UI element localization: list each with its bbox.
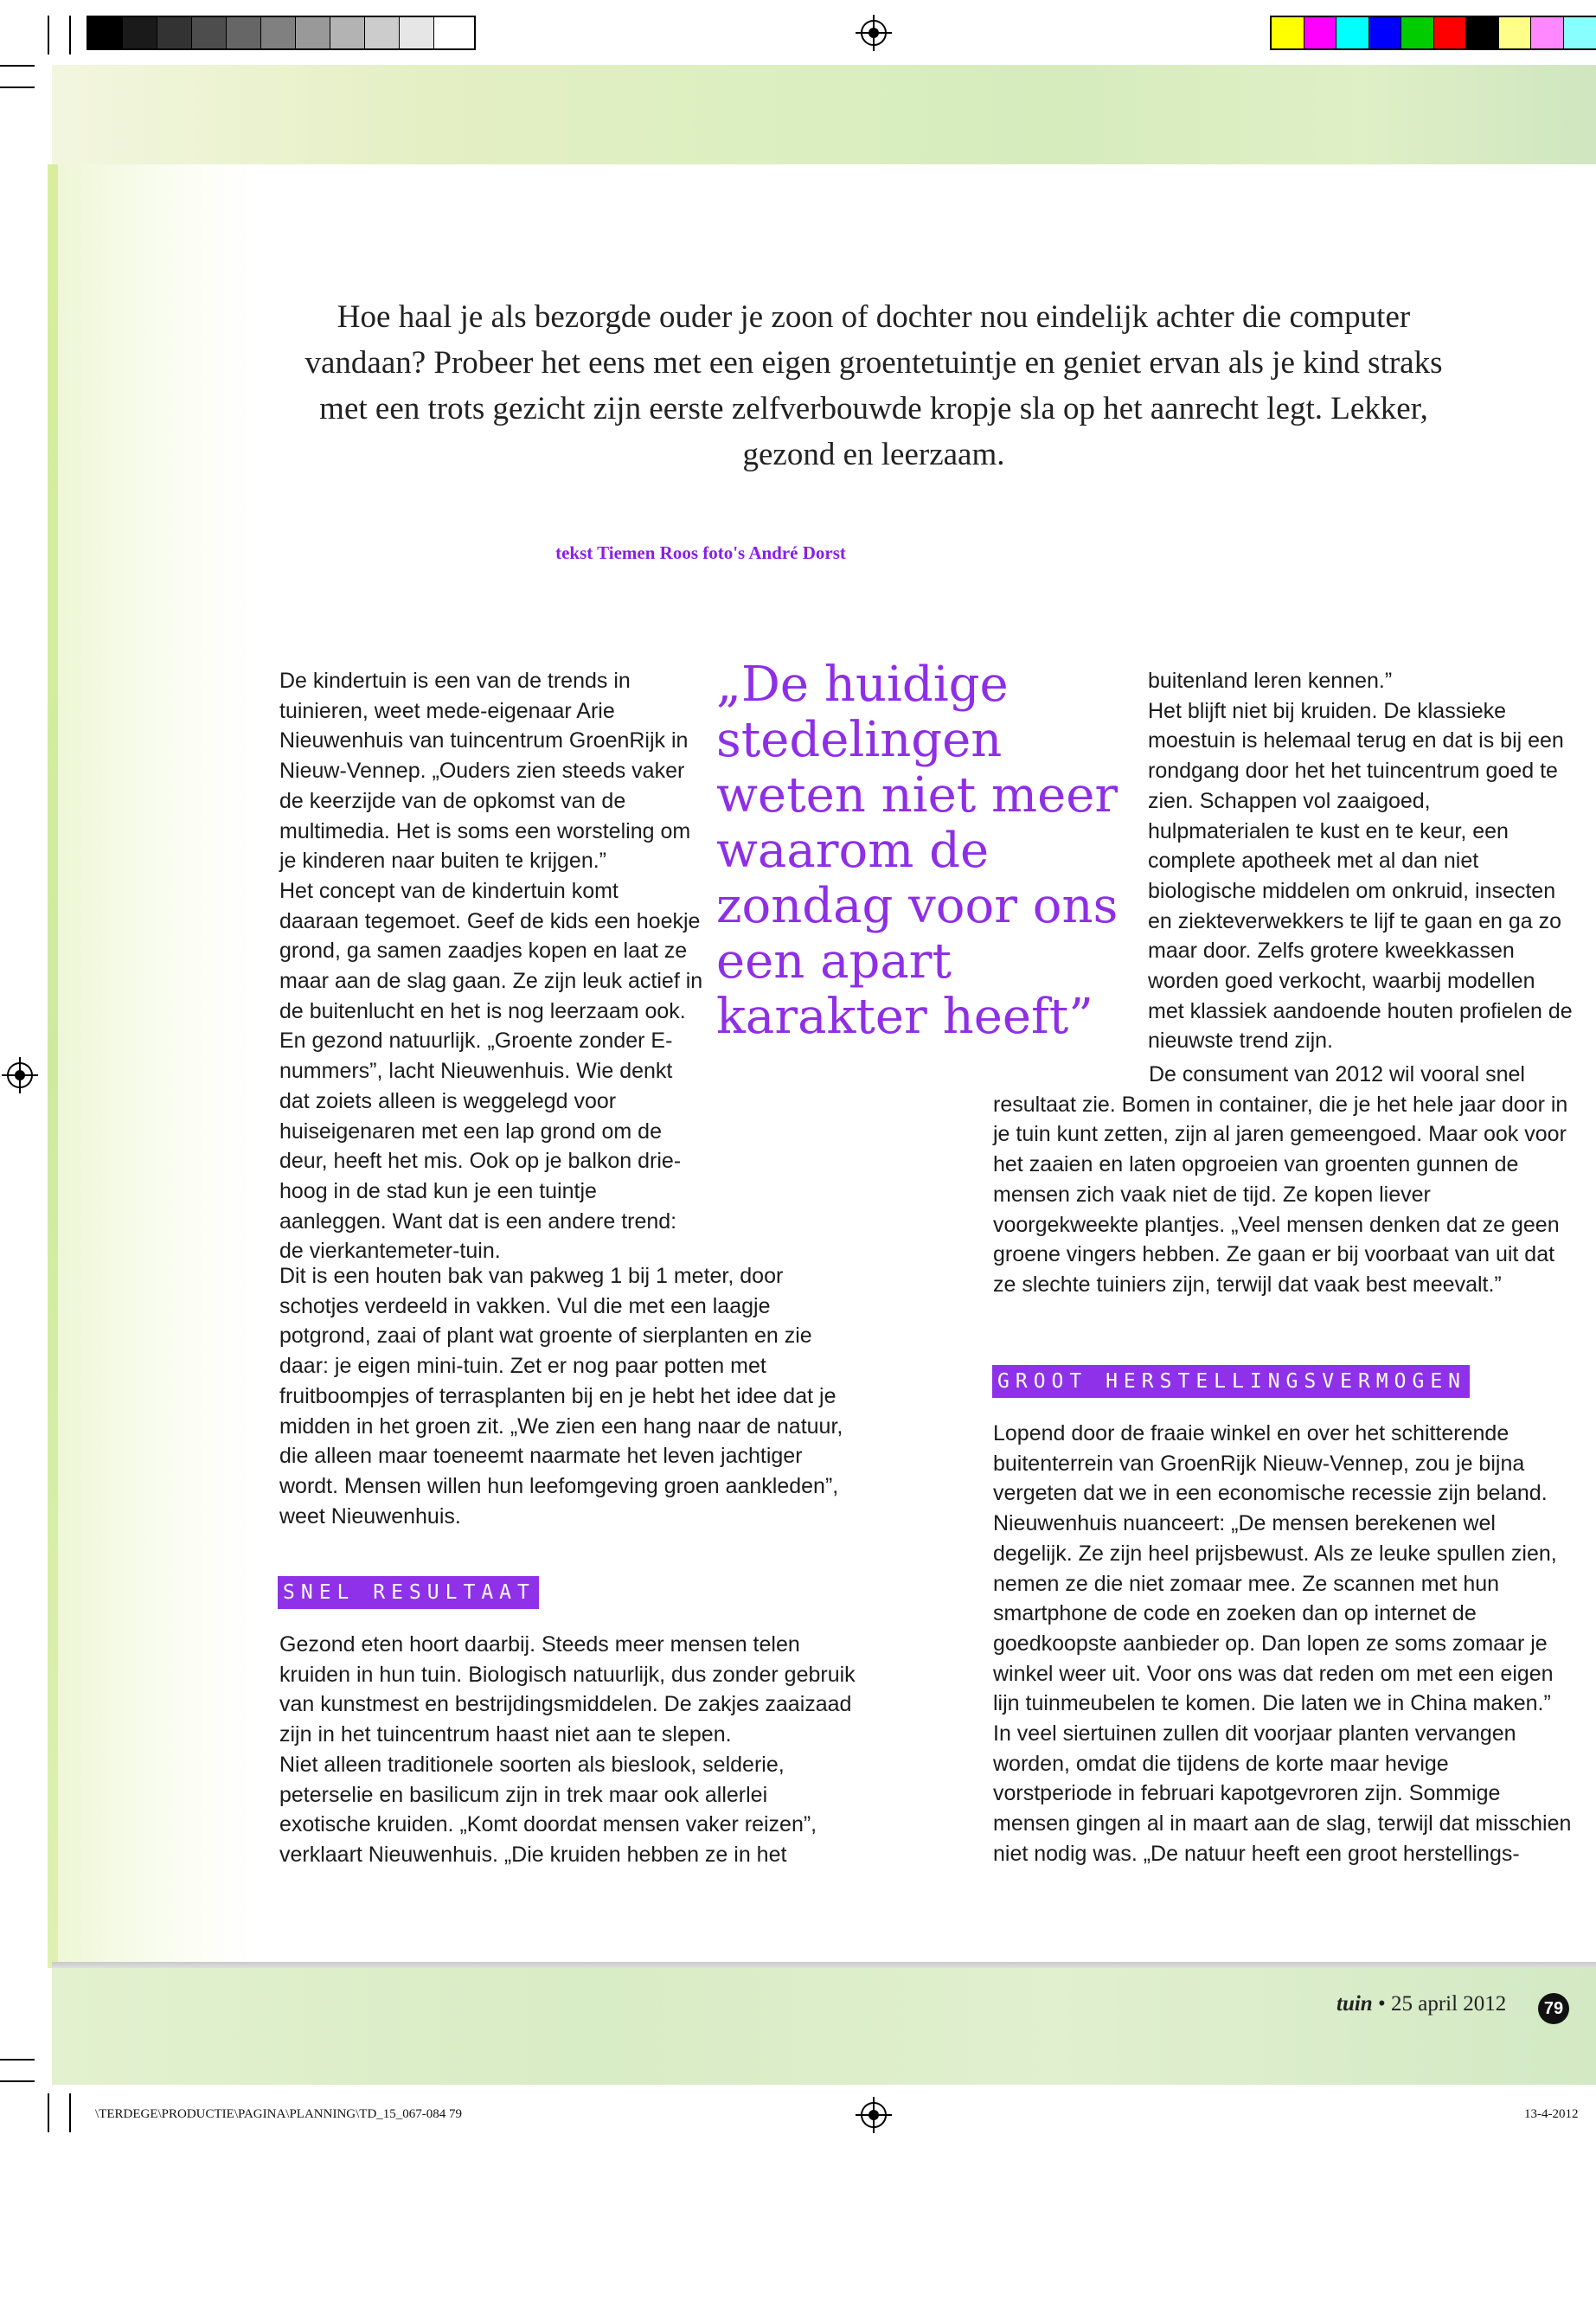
paragraph: buitenland leren kennen.” [1148,669,1393,693]
file-path-slug: \TERDEGE\PRODUCTIE\PAGINA\PLANNING\TD_15_067-084 79 [95,2107,463,2121]
registration-mark-left [7,1062,33,1088]
paragraph: Niet alleen traditionele soorten als bieslook, selderie, peterselie en basilicum zijn in trek maar ook allerlei exotische kruiden. „Komt doordat mensen vaker reizen”, verklaart Nieuwenhuis. „Die kruiden hebben ze in het [279,1752,817,1867]
intro-text: Hoe haal je als bezorgde ouder je zoon of dochter nou eindelijk achter die computer vandaan? Probeer het eens met een eigen groentetuintje en geniet ervan als je kind straks met een trots gezicht zijn eerste zelfverbouwde kropje sla op het aanrecht legt. Lekker, gezond en leerzaam. [304,299,1443,472]
process-color-strip [1270,16,1596,50]
paragraph: In veel siertuinen zullen dit voorjaar planten vervangen worden, omdat die tijdens de korte maar hevige vorstperiode in februari kapotgevroren zijn. Sommige mensen gingen al in maart aan de slag, terwijl dat misschien niet nodig was. „De natuur heeft een groot herstellings- [993,1721,1572,1866]
column-right-text-lower [993,1060,1573,1300]
column-right-text [1148,666,1574,1056]
crop-mark [48,16,49,54]
pull-quote: „De huidige stedelingen weten niet meer waarom de zondag voor ons een apart karakter heeft” [716,657,1118,1045]
top-green-band [52,65,1596,164]
section-heading-snel-resultaat: SNEL RESULTAAT [278,1576,539,1609]
page-footer [1336,1992,1506,2016]
crop-mark [0,87,35,88]
print-date: 13-4-2012 [1524,2107,1579,2121]
paragraph: Gezond eten hoort daarbij. Steeds meer mensen telen kruiden in hun tuin. Biologisch natuurlijk, dus zonder gebruik van kunstmest en bestrijdingsmiddelen. De zakjes zaaizaad zijn in het tuincentrum haast niet aan te slepen. [279,1632,856,1747]
paragraph: Dit is een houten bak van pakweg 1 bij 1 meter, door schotjes verdeeld in vakken. Vul die met een laagje potgrond, zaai of plant wat groente of sierplanten en zie daar: je eigen mini-tuin. Zet er nog paar potten met fruitboompjes of terrasplanten bij en je hebt het idee dat je midden in het groen zit. „We zien een hang naar de natuur, die alleen maar toeneemt naarmate het leven jachtiger wordt. Mensen willen hun leefomgeving groen aankleden”, weet Nieuwenhuis. [279,1264,843,1529]
crop-mark [0,2080,35,2082]
issue-date: 25 april 2012 [1390,1992,1507,2016]
gray-calibration-strip [87,16,476,50]
column-right-text-after [993,1419,1573,1869]
paragraph: De consument van 2012 wil vooral snel resultaat zie. Bomen in container, die je het hele jaar door in je tuin kunt zetten, zijn al jaren gemeengoed. Maar ook voor het zaaien en laten opgroeien van groenten gunnen de mensen zich vaak niet de tijd. Ze kopen liever voorgekweekte plantjes. „Veel mensen denken dat ze geen groene vingers hebben. Ze gaan er bij voorbaat van uit dat ze slechte tuiniers zijn, terwijl dat vaak best meevalt.” [993,1062,1568,1297]
paragraph: Lopend door de fraaie winkel en over het schitterende buitenterrein van GroenRijk Nieuw-Vennep, zou je bijna vergeten dat we in een economische recessie zijn beland. Nieuwenhuis nuanceert: „De mensen berekenen wel degelijk. Ze zijn heel prijsbewust. Als ze leuke spullen zien, nemen ze die niet zomaar mee. Ze scannen met hun smartphone de code en zoeken dan op internet de goedkoopste aanbieder op. Dan lopen ze soms zomaar je winkel weer uit. Voor ons was dat reden om met een eigen lijn tuinmeubelen te komen. Die laten we in China maken.” [993,1421,1557,1716]
magazine-name: tuin [1336,1992,1373,2016]
byline: tekst Tiemen Roos foto's André Dorst [555,542,846,563]
registration-mark-top [861,20,887,46]
footer-separator: • [1377,1992,1386,2016]
registration-mark-bottom [861,2102,887,2128]
crop-mark [0,2059,35,2061]
crop-mark [69,2093,71,2132]
crop-mark [69,16,71,54]
paragraph: Het blijft niet bij kruiden. De klassieke moestuin is helemaal terug en dat is bij een rondgang door het het tuincentrum goed te zien. Schappen vol zaaigoed, hulpmaterialen te kust en te keur, een complete apotheek met al dan niet biologische middelen om onkruid, insecten en ziekteverwekkers te lijf te gaan en ga zo maar door. Zelfs grotere kweekkassen worden goed verkocht, waarbij modellen met klassiek aandoende houten profielen de nieuwste trend zijn. [1148,698,1573,1054]
crop-mark [48,2093,49,2132]
section-heading-groot-herstellingsvermogen: GROOT HERSTELLINGSVERMOGEN [992,1365,1470,1398]
left-green-fade [58,164,257,1968]
page-number: 79 [1538,1993,1569,2024]
paragraph: Het concept van de kindertuin komt daaraan tegemoet. Geef de kids een hoekje grond, ga samen zaadjes kopen en laat ze maar aan de slag gaan. Ze zijn leuk actief in de buitenlucht en het is nog leerzaam ook. En gezond natuurlijk. „Groente zonder E-nummers”, lacht Nieuwenhuis. Wie denkt dat zoiets alleen is weggelegd voor huiseigenaren met een lap grond om de deur, heeft het mis. Ook op je balkon drie-hoog in de stad kun je een tuintje aanleggen. Want dat is een andere trend: de vierkantemeter-tuin. [279,878,703,1264]
bottom-green-band [52,1968,1596,2085]
column-left-text [279,666,703,1266]
column-left-text-lower [279,1261,857,1531]
paragraph: De kindertuin is een van de trends in tuinieren, weet mede-eigenaar Arie Nieuwenhuis van tuincentrum GroenRijk in Nieuw-Vennep. „Ouders zien steeds vaker de keerzijde van de opkomst van de multimedia. Het is soms een worsteling om je kinderen naar buiten te krijgen.” [279,669,691,874]
column-left-text-after [279,1630,857,1870]
left-green-edge [48,164,58,1968]
crop-mark [0,65,35,67]
